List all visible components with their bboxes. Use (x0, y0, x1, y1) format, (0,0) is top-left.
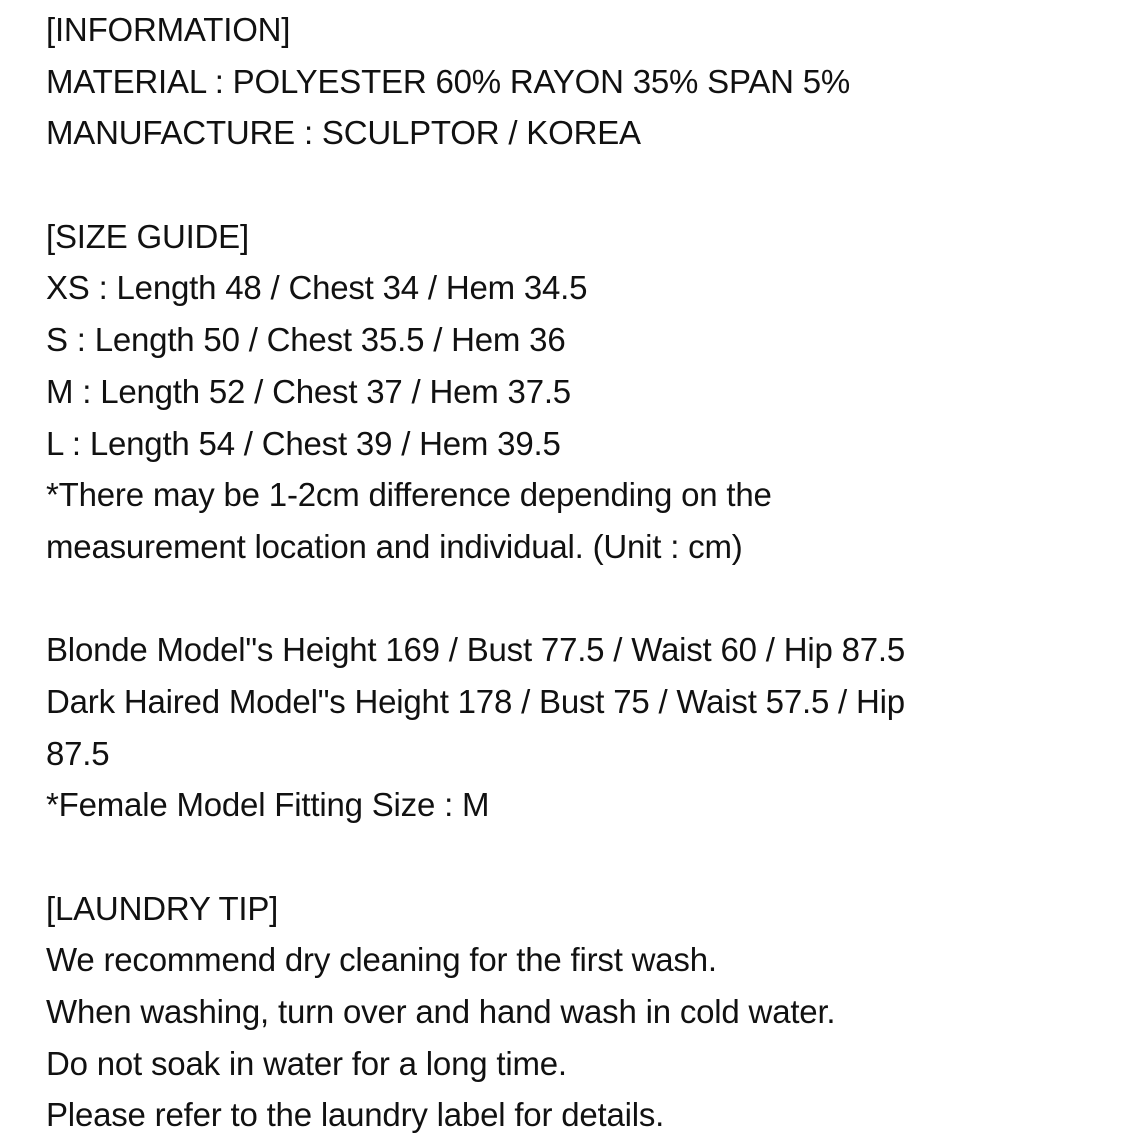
size-row-l: L : Length 54 / Chest 39 / Hem 39.5 (46, 424, 561, 462)
dark-haired-model-measurements-line-2: 87.5 (46, 734, 110, 772)
laundry-tip-4: Please refer to the laundry label for details. (46, 1096, 665, 1134)
laundry-tip-2: When washing, turn over and hand wash in cold water. (46, 993, 836, 1031)
model-info-section (46, 624, 1106, 831)
size-row-s: S : Length 50 / Chest 35.5 / Hem 36 (46, 321, 566, 359)
spacer (46, 831, 1106, 883)
material-text: MATERIAL : POLYESTER 60% RAYON 35% SPAN 5% (46, 62, 851, 100)
spacer (46, 573, 1106, 625)
information-section (46, 4, 1106, 159)
blonde-model-measurements: Blonde Model"s Height 169 / Bust 77.5 / Waist 60 / Hip 87.5 (46, 631, 906, 669)
spacer (46, 159, 1106, 211)
size-row-m: M : Length 52 / Chest 37 / Hem 37.5 (46, 372, 571, 410)
laundry-section (46, 883, 1106, 1141)
product-details-document (46, 4, 1106, 1141)
manufacture-text: MANUFACTURE : SCULPTOR / KOREA (46, 114, 641, 152)
size-guide-section (46, 211, 1106, 573)
dark-haired-model-measurements-line-1: Dark Haired Model"s Height 178 / Bust 75 / Waist 57.5 / Hip (46, 682, 905, 720)
size-row-xs: XS : Length 48 / Chest 34 / Hem 34.5 (46, 269, 588, 307)
fitting-size-note: *Female Model Fitting Size : M (46, 786, 490, 824)
size-note-line-1: *There may be 1-2cm difference depending on the (46, 476, 772, 514)
laundry-tip-3: Do not soak in water for a long time. (46, 1044, 567, 1082)
laundry-heading: [LAUNDRY TIP] (46, 889, 279, 927)
information-heading: [INFORMATION] (46, 11, 291, 48)
laundry-tip-1: We recommend dry cleaning for the first wash. (46, 941, 717, 979)
size-guide-heading: [SIZE GUIDE] (46, 217, 249, 255)
size-note-line-2: measurement location and individual. (Unit : cm) (46, 527, 743, 565)
